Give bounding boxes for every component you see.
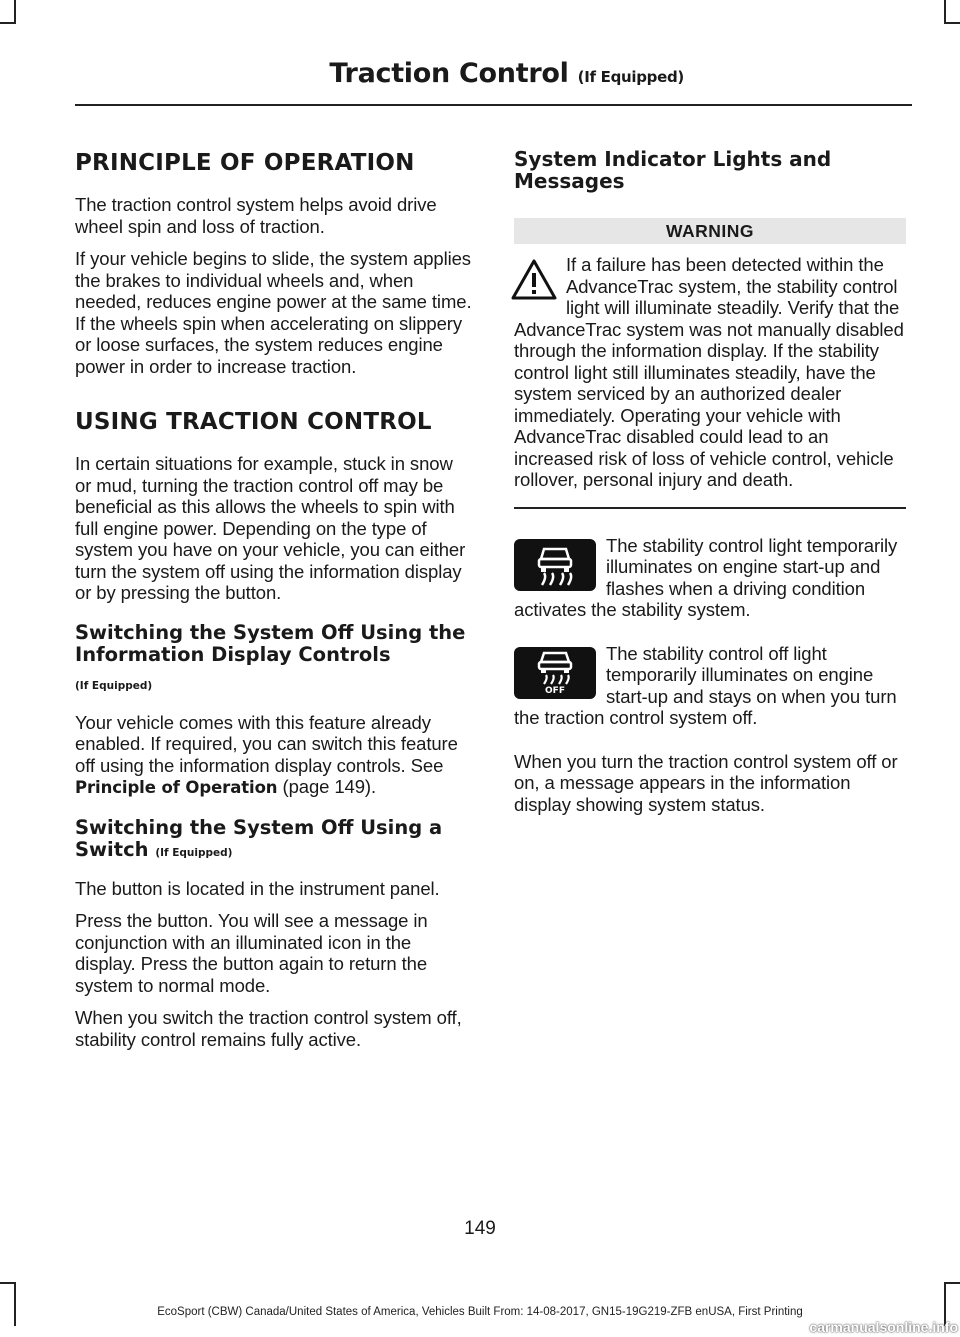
warning-triangle-icon	[510, 258, 558, 302]
page-reference: (page 149).	[277, 776, 377, 797]
stability-control-off-light-icon	[514, 647, 596, 699]
crop-mark	[944, 1282, 960, 1284]
crop-mark	[14, 1282, 16, 1326]
indicator-description: The stability control off light temporarily illuminates on engine start-up and stays on when you turn the traction control system off.	[514, 642, 897, 728]
paragraph: In certain situations for example, stuck in snow or mud, turning the traction control off may be beneficial as this allows the wheels to spin with full engine power. Depending on the type of system you have on your vehicle, you can either turn the system off using the information display or by pressing the button.	[75, 453, 466, 603]
header-title-text: Traction Control	[329, 58, 569, 89]
subsection-title-switch	[75, 817, 473, 864]
paragraph: If your vehicle begins to slide, the system applies the brakes to individual wheels and, when needed, reduces engine power at the same time. If the wheels spin when accelerating on slippery or loose surfaces, the system reduces engine power in order to increase traction.	[75, 248, 472, 377]
header-divider	[75, 104, 912, 106]
page-number: 149	[464, 1218, 496, 1239]
warning-label: WARNING	[514, 218, 906, 244]
paragraph: The button is located in the instrument panel.	[75, 877, 440, 899]
crop-mark	[944, 22, 960, 24]
right-column	[514, 140, 906, 826]
section-title-using: USING TRACTION CONTROL	[75, 409, 432, 435]
indicator-description: The stability control light temporarily illuminates on engine start-up and flashes when a driving condition activates the stability system.	[514, 534, 898, 620]
paragraph: When you turn the traction control system off or on, a message appears in the information display showing system status.	[514, 750, 898, 815]
left-column	[75, 140, 473, 1061]
stability-control-light-icon	[514, 539, 596, 591]
if-equipped-note: (If Equipped)	[75, 679, 153, 692]
subsection-title-text: Switching the System Off Using a Switch	[75, 815, 443, 861]
off-label: OFF	[545, 685, 565, 696]
crop-mark	[0, 22, 16, 24]
crop-mark	[14, 0, 16, 22]
warning-text: If a failure has been detected within the AdvanceTrac system, the stability control light will illuminate steadily. Verify that the AdvanceTrac system was not manually disabled through the information display. If the stability control light still illuminates steadily, have the system serviced by an authorized dealer immediately. Operating your vehicle with AdvanceTrac disabled could lead to an increased risk of loss of vehicle control, vehicle rollover, personal injury and death.	[514, 254, 904, 490]
paragraph-text: Your vehicle comes with this feature already enabled. If required, you can switch this feature off using the information display controls. See	[75, 711, 458, 776]
crop-mark	[0, 1282, 16, 1284]
page-header-title	[329, 58, 684, 89]
if-equipped-note: (If Equipped)	[155, 846, 233, 859]
paragraph: When you switch the traction control system off, stability control remains fully active.	[75, 1007, 462, 1050]
header-qualifier: (If Equipped)	[577, 68, 684, 86]
crop-mark	[944, 0, 946, 22]
watermark: carmanualsonline.info	[809, 1319, 958, 1335]
paragraph: The traction control system helps avoid drive wheel spin and loss of traction.	[75, 194, 437, 237]
paragraph: Press the button. You will see a message in conjunction with an illuminated icon in the display. Press the button again to return the system to normal mode.	[75, 910, 428, 996]
cross-reference-link[interactable]: Principle of Operation	[75, 778, 278, 797]
paragraph	[75, 712, 473, 799]
section-title-principle: PRINCIPLE OF OPERATION	[75, 150, 415, 176]
subsection-title-info-display: Switching the System Off Using the Information Display Controls	[75, 620, 466, 666]
footer-text: EcoSport (CBW) Canada/United States of America, Vehicles Built From: 14-08-2017, GN15-19G219-ZFB enUSA, First Printing	[157, 1306, 803, 1318]
warning-box	[514, 254, 906, 509]
section-title-indicators: System Indicator Lights and Messages	[514, 147, 832, 193]
indicator-stability-row	[514, 535, 906, 621]
indicator-stability-off-row	[514, 643, 906, 729]
